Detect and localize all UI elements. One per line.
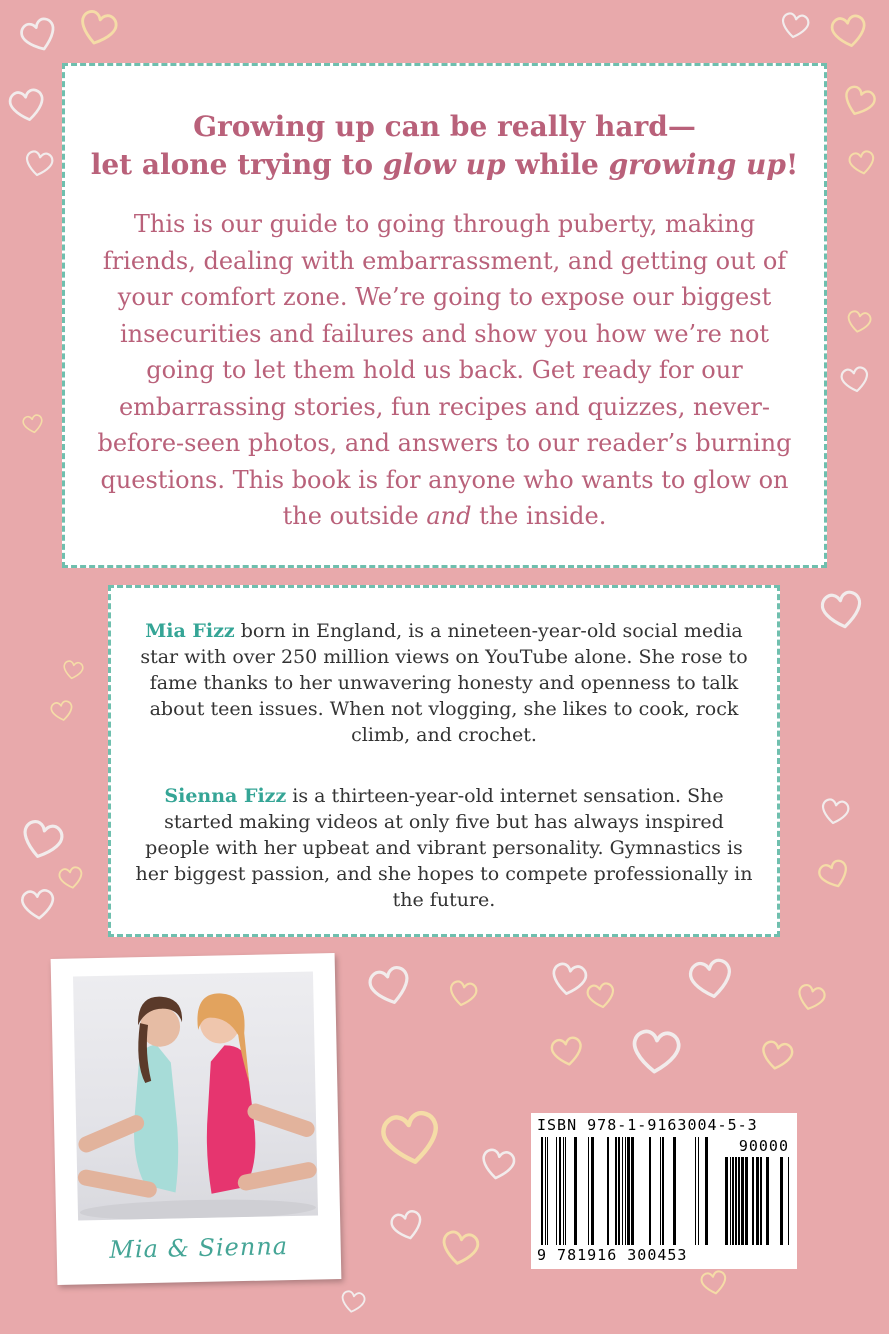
blurb-body-end: the inside. bbox=[471, 502, 607, 530]
heart-outline-icon bbox=[628, 1026, 684, 1077]
heart-outline-icon bbox=[16, 815, 69, 865]
author-photo bbox=[73, 972, 318, 1221]
isbn-label: ISBN 978-1-9163004-5-3 bbox=[537, 1116, 758, 1134]
heart-outline-icon bbox=[793, 981, 829, 1015]
heart-outline-icon bbox=[846, 148, 878, 178]
headline-growing-up: growing up bbox=[608, 148, 786, 181]
blurb-panel bbox=[62, 63, 827, 568]
author-photo-illustration bbox=[73, 972, 318, 1221]
headline-line2-a: let alone trying to bbox=[90, 148, 383, 181]
blurb-body-em: and bbox=[426, 502, 472, 530]
headline bbox=[65, 108, 824, 184]
heart-outline-icon bbox=[818, 796, 852, 828]
heart-outline-icon bbox=[844, 308, 874, 336]
heart-outline-icon bbox=[437, 1227, 483, 1269]
heart-outline-icon bbox=[838, 364, 872, 396]
heart-outline-icon bbox=[477, 1145, 518, 1183]
isbn-barcode bbox=[531, 1113, 797, 1269]
heart-outline-icon bbox=[817, 586, 867, 633]
heart-outline-icon bbox=[48, 698, 75, 723]
heart-outline-icon bbox=[5, 85, 48, 125]
polaroid-photo bbox=[51, 953, 342, 1285]
heart-outline-icon bbox=[22, 148, 56, 180]
heart-outline-icon bbox=[758, 1037, 797, 1073]
heart-outline-icon bbox=[548, 1033, 587, 1069]
blurb-body bbox=[95, 206, 794, 535]
heart-outline-icon bbox=[338, 1288, 368, 1316]
bio-sienna-name: Sienna Fizz bbox=[164, 785, 287, 807]
heart-outline-icon bbox=[698, 1268, 730, 1298]
heart-outline-icon bbox=[364, 961, 417, 1011]
blurb-body-main: This is our guide to going through puberty, making friends, dealing with embarrassment, and getting out of your comfort zone. We’re going to expose our biggest insecurities and failures and show you how we’re not going to let them hold us back. Get ready for our embarrassing stories, fun recipes and quizzes, never-before-seen photos, and answers to our reader’s burning questions. This book is for anyone who wants to glow on the outside bbox=[97, 210, 792, 530]
heart-outline-icon bbox=[56, 864, 86, 892]
bio-mia-name: Mia Fizz bbox=[145, 620, 235, 642]
photo-caption: Mia & Sienna bbox=[109, 1232, 289, 1264]
heart-outline-icon bbox=[685, 954, 737, 1003]
heart-outline-icon bbox=[446, 978, 480, 1010]
heart-outline-icon bbox=[547, 959, 590, 999]
heart-outline-icon bbox=[387, 1206, 428, 1244]
heart-outline-icon bbox=[15, 13, 62, 58]
heart-outline-icon bbox=[584, 980, 618, 1012]
isbn-digits: 9 781916 300453 bbox=[537, 1246, 688, 1264]
heart-outline-icon bbox=[827, 11, 870, 51]
heart-outline-icon bbox=[19, 886, 58, 921]
heart-outline-icon bbox=[838, 81, 880, 121]
bio-sienna bbox=[135, 783, 753, 913]
price-code: 90000 bbox=[738, 1137, 789, 1155]
heart-outline-icon bbox=[376, 1105, 447, 1171]
heart-outline-icon bbox=[778, 10, 812, 42]
heart-outline-icon bbox=[60, 658, 85, 681]
bio-mia bbox=[135, 618, 753, 748]
headline-line2-c: ! bbox=[785, 148, 799, 181]
bios-panel bbox=[108, 585, 780, 937]
headline-line2-b: while bbox=[505, 148, 609, 181]
heart-outline-icon bbox=[20, 412, 45, 435]
headline-line1: Growing up can be really hard— bbox=[193, 110, 696, 143]
bio-sienna-text: is a thirteen-year-old internet sensation. She started making videos at only five but has always inspired people with her upbeat and vibrant personality. Gymnastics is her biggest passion, and she hopes to compete professionally in the future. bbox=[135, 785, 753, 911]
headline-glow-up: glow up bbox=[382, 148, 506, 181]
bio-mia-text: born in England, is a nineteen-year-old social media star with over 250 million views on YouTube alone. She rose to fame thanks to her unwavering honesty and openness to talk about teen issues. When not vlogging, she likes to cook, rock climb, and crochet. bbox=[140, 620, 748, 746]
heart-outline-icon bbox=[814, 855, 854, 893]
heart-outline-icon bbox=[74, 5, 122, 50]
